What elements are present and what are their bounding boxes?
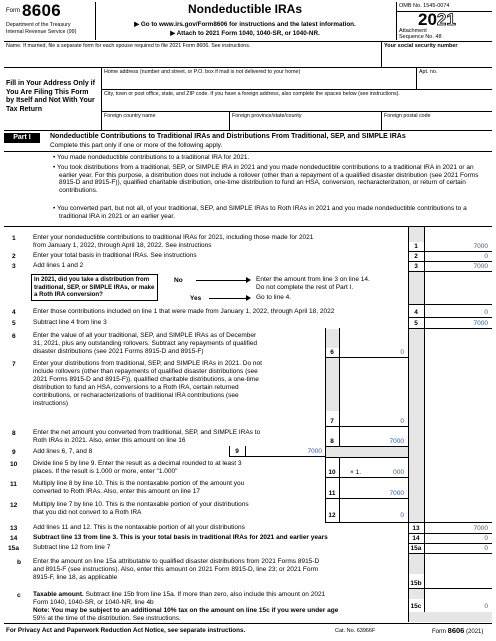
line-15c-text-b: Form 1040, 1040-SR, or 1040-NR, line 4b: [33, 599, 154, 606]
line-15c-box: 15c: [410, 603, 422, 610]
line-12-amount[interactable]: 0: [400, 512, 404, 519]
line-6-number: 6: [12, 333, 16, 340]
foreign-country-label: Foreign country name: [104, 113, 156, 119]
line-7-text-a: Enter your distributions from traditional, SEP, and SIMPLE IRAs in 2021. Do not: [33, 360, 262, 367]
line-15a-amount[interactable]: 0: [484, 545, 488, 552]
line-1-text-a: Enter your nondeductible contributions to traditional IRAs for 2021, including those made for 2021: [33, 234, 314, 241]
line-4-box: 4: [414, 309, 418, 316]
privacy-notice: For Privacy Act and Paperwork Reduction Act Notice, see separate instructions.: [6, 627, 246, 634]
line-2-text: Enter your total basis in traditional IRAs. See instructions: [33, 252, 197, 259]
line-6-box: 6: [330, 349, 334, 356]
line-8-number: 8: [12, 430, 16, 437]
line-8-text-b: Roth IRAs in 2021. Also, enter this amount on line 16: [33, 437, 186, 444]
distribution-question-box: [31, 274, 158, 301]
arrow-no-icon: [196, 280, 246, 281]
name-label: Name. If married, file a separate form for each spouse required to file 2021 Form 8606. See instructions.: [6, 43, 251, 49]
line-7-text-f: instructions): [33, 400, 69, 407]
form-ref-prefix: Form: [432, 629, 448, 635]
question-no-text-2: Do not complete the rest of Part I.: [256, 284, 354, 291]
year-prefix: 20: [418, 10, 437, 29]
goto-instructions-line: ▶ Go to www.irs.gov/Form8606 for instructions and the latest information.: [134, 21, 356, 28]
line-2-number: 2: [12, 253, 16, 260]
line-5-amount[interactable]: 7000: [473, 320, 488, 327]
line-6-text-c: disaster distributions (see 2021 Forms 8915-D and 8915-F): [33, 348, 204, 355]
line-3-box: 3: [414, 263, 418, 270]
bullet-1-text: You made nondeductible contributions to a traditional IRA for 2021.: [56, 154, 250, 161]
home-address-label: Home address (number and street, or P.O. box if mail is not delivered to your home): [104, 69, 301, 75]
line-9-amount[interactable]: 7000: [307, 448, 322, 455]
arrow-yes-icon: [209, 298, 246, 299]
note-line-1: Note: You may be subject to an additional 10% tax on the amount on line 15c if you were under age: [33, 607, 339, 614]
line-10-box: 10: [328, 469, 336, 476]
apt-field[interactable]: [418, 76, 490, 88]
line-2-box: 2: [414, 253, 418, 260]
line-13-text: Add lines 11 and 12. This is the nontaxable portion of all your distributions: [33, 524, 245, 531]
line-7-box: 7: [330, 418, 334, 425]
line-15c-amount[interactable]: 0: [484, 603, 488, 610]
line-10-text-b: places. If the result is 1.000 or more, enter "1.000": [33, 468, 178, 475]
bullet-3-text: You converted part, but not all, of your traditional, SEP, and SIMPLE IRAs to Roth IRAs in 2021 and you made nondeductible contributions to a traditional IRA in 2021 or an earlier year.: [56, 205, 467, 220]
sequence-number: [399, 34, 442, 40]
line-11-number: 11: [10, 481, 17, 488]
address-side-label: Fill in Your Address Only if You Are Filing This Form by Itself and Not With Your Tax Return: [6, 80, 95, 113]
form-label: [6, 8, 20, 15]
line-12-number: 12: [10, 502, 18, 509]
line-15b-text-b: and 8915-F (see instructions). Also, enter this amount on 2021 Form 8915-D, line 23; or 2021 Form: [33, 566, 319, 573]
form-ref-year: (2021): [464, 629, 484, 635]
sequence-text: Sequence No. 48: [399, 34, 442, 40]
line-13-box: 13: [412, 525, 420, 532]
line-9-inner-divider: [245, 446, 246, 456]
line-4-text: Enter those contributions included on line 1 that were made from January 1, 2022, through April 18, 2022: [33, 308, 335, 315]
bullet-1: • You made nondeductible contributions to a traditional IRA for 2021.: [53, 154, 250, 161]
tax-year: [418, 10, 456, 30]
line-15b-text-c: 8915-F, line 18, as applicable: [33, 574, 118, 581]
line-3-amount[interactable]: 7000: [473, 263, 488, 270]
part-1-title: Nondeductible Contributions to Traditional IRAs and Distributions From Traditional, SEP, and SIMPLE IRAs: [50, 133, 406, 140]
form-reference: [432, 627, 483, 636]
line-6-amount[interactable]: 0: [400, 349, 404, 356]
line-12-box: 12: [328, 512, 336, 519]
question-yes-text: Go to line 4.: [256, 294, 292, 301]
line-12-text-b: that you did not convert to a Roth IRA: [33, 509, 142, 516]
catalog-number: Cat. No. 63966F: [335, 628, 376, 634]
line-4-number: 4: [12, 309, 16, 316]
line-10-text-a: Divide line 5 by line 9. Enter the result as a decimal rounded to at least 3: [33, 460, 242, 467]
line-14-text: Subtract line 13 from line 3. This is your total basis in traditional IRAs for 2021 and earlier years: [33, 534, 328, 541]
home-address-field[interactable]: [103, 76, 414, 88]
part-1-subtitle: Complete this part only if one or more of the following apply.: [50, 142, 223, 149]
line-5-number: 5: [12, 320, 16, 327]
line-8-text-a: Enter the net amount you converted from traditional, SEP, and SIMPLE IRAs to: [33, 429, 261, 436]
form-word: Form: [6, 8, 20, 14]
line-13-number: 13: [10, 525, 18, 532]
line-1-text-b: from January 1, 2022, through April 18, 2022. See instructions: [33, 242, 212, 249]
line-5-box: 5: [414, 320, 418, 327]
line-11-box: 11: [328, 490, 336, 497]
attachment-label: Attachment: [399, 28, 427, 34]
attach-line: ▶ Attach to 2021 Form 1040, 1040-SR, or 1040-NR.: [170, 30, 320, 37]
line-15c-text-a-rest: Subtract line 15b from line 15a. If more than zero, also include this amount on 2021: [83, 591, 326, 598]
line-2-amount[interactable]: 0: [484, 253, 488, 260]
dept-line-2: Internal Revenue Service (99): [6, 29, 77, 35]
line-1-number: 1: [12, 235, 16, 242]
form-ref-number: 8606: [447, 626, 465, 635]
line-8-box: 8: [330, 438, 334, 445]
dept-line-1: Department of the Treasury: [6, 22, 71, 28]
line-7-text-e: contributions, or recharacterizations of traditional IRA contributions (see: [33, 392, 239, 399]
line-10-multiplier: × 1.: [350, 469, 362, 476]
line-7-number: 7: [12, 361, 16, 368]
name-field[interactable]: [5, 50, 379, 66]
distribution-question-text: In 2021, did you take a distribution from traditional, SEP, or SIMPLE IRAs, or make a Roth IRA conversion?: [34, 276, 155, 298]
line-15b-text-a: Enter the amount on line 15a attributable to qualified disaster distributions from 2021 Forms 8915-D: [33, 558, 320, 565]
line-14-box: 14: [412, 535, 420, 542]
line-15b-box: 15b: [410, 580, 422, 587]
line-15a-box: 15a: [410, 545, 422, 552]
note-line-2: 59½ at the time of the distribution. See instructions.: [33, 615, 181, 622]
line-10-number: 10: [10, 461, 18, 468]
year-suffix: 21: [436, 10, 456, 29]
city-field[interactable]: [103, 98, 490, 110]
line-1-box: 1: [414, 243, 418, 250]
line-15b-number: b: [17, 559, 22, 566]
line-11-text-a: Multiply line 8 by line 10. This is the nontaxable portion of the amount you: [33, 480, 245, 487]
ssn-field[interactable]: [383, 50, 491, 66]
line-1-amount[interactable]: 7000: [473, 243, 488, 250]
omb-number: OMB No. 1545-0074: [399, 3, 450, 9]
form-number: 8606: [22, 1, 62, 20]
foreign-postal-label: Foreign postal code: [384, 113, 431, 119]
bullet-2-text: You took distributions from a traditional, SEP, or SIMPLE IRA in 2021 and you made nondeductible contributions to a traditional IRA in 2021 or an earlier year. For this purpose, a distribution does not include a rollover (other than a repayment of a qualified disaster distribution (see 2021 Forms 8915-D and 8915-F)), qualified charitable distribution, one-time distribution to fund an HSA, conversion, recharacterization, or return of certain contributions.: [56, 164, 479, 194]
line-7-amount[interactable]: 0: [400, 418, 404, 425]
ssn-label: Your social security number: [384, 43, 458, 49]
line-5-text: Subtract line 4 from line 3: [33, 319, 107, 326]
line-14-number: 14: [10, 535, 18, 542]
line-11-amount[interactable]: 7000: [389, 490, 404, 497]
line-10-decimal[interactable]: 000: [393, 469, 404, 476]
line-6-text-a: Enter the value of all your traditional, SEP, and SIMPLE IRAs as of December: [33, 332, 257, 339]
line-3-number: 3: [12, 263, 16, 270]
arrowhead-yes-icon: [246, 295, 251, 301]
line-7-text-c: 2021 Forms 8915-D and 8915-F)), qualified charitable distributions, a one-time: [33, 376, 259, 383]
line-9-box: 9: [235, 448, 239, 455]
line-15c-number: c: [17, 592, 21, 599]
part-1-tag: Part I: [4, 133, 40, 143]
line-15c-text-a: [33, 591, 325, 599]
line-14-amount[interactable]: 0: [484, 535, 488, 542]
line-3-text: Add lines 1 and 2: [33, 262, 84, 269]
question-no-text-1: Enter the amount from line 3 on line 14.: [256, 276, 370, 283]
bullet-3: • You converted part, but not all, of your traditional, SEP, and SIMPLE IRAs to Roth IRAs in 2021 and you made nondeductible contributions to a traditional IRA in 2021 or an earlier year.: [53, 205, 467, 220]
line-15a-number: 15a: [8, 545, 20, 552]
line-7-text-b: include rollovers (other than repayments of qualified disaster distributions (see: [33, 368, 258, 375]
arrowhead-no-icon: [246, 277, 251, 283]
foreign-province-label: Foreign province/state/county: [232, 113, 302, 119]
question-no-label[interactable]: No: [174, 277, 183, 284]
line-6-text-b: 31, 2021, plus any outstanding rollovers. Subtract any repayments of qualified: [33, 340, 258, 347]
question-yes-label[interactable]: Yes: [190, 295, 202, 302]
apt-label: Apt. no.: [419, 69, 438, 75]
line-8-amount[interactable]: 7000: [389, 438, 404, 445]
line-15a-text: Subtract line 12 from line 7: [33, 544, 111, 551]
line-13-amount[interactable]: 7000: [473, 525, 488, 532]
line-12-text-a: Multiply line 7 by line 10. This is the nontaxable portion of your distributions: [33, 501, 249, 508]
form-title: Nondeductible IRAs: [187, 2, 302, 16]
line-4-amount[interactable]: 0: [484, 309, 488, 316]
line-11-text-b: converted to Roth IRAs. Also, enter this amount on line 17: [33, 488, 200, 495]
line-9-number: 9: [12, 449, 16, 456]
line-7-text-d: distribution to fund an HSA, conversions to a Roth IRA, certain returned: [33, 384, 239, 391]
city-label: City, town or post office, state, and ZIP code. If you have a foreign address, also complete the spaces below (see instructions).: [104, 91, 400, 97]
bullet-2: • You took distributions from a traditional, SEP, or SIMPLE IRA in 2021 and you made nondeductible contributions to a traditional IRA in 2021 or an earlier year. For this purpose, a distribution does not include a rollover (other than a repayment of a qualified disaster distribution (see 2021 Forms 8915-D and 8915-F)), qualified charitable distribution, one-time distribution to fund an HSA, conversion, recharacterization, or return of certain contributions.: [53, 164, 479, 194]
line-9-text: Add lines 6, 7, and 8: [33, 448, 93, 455]
line-15c-label: Taxable amount.: [33, 591, 84, 598]
